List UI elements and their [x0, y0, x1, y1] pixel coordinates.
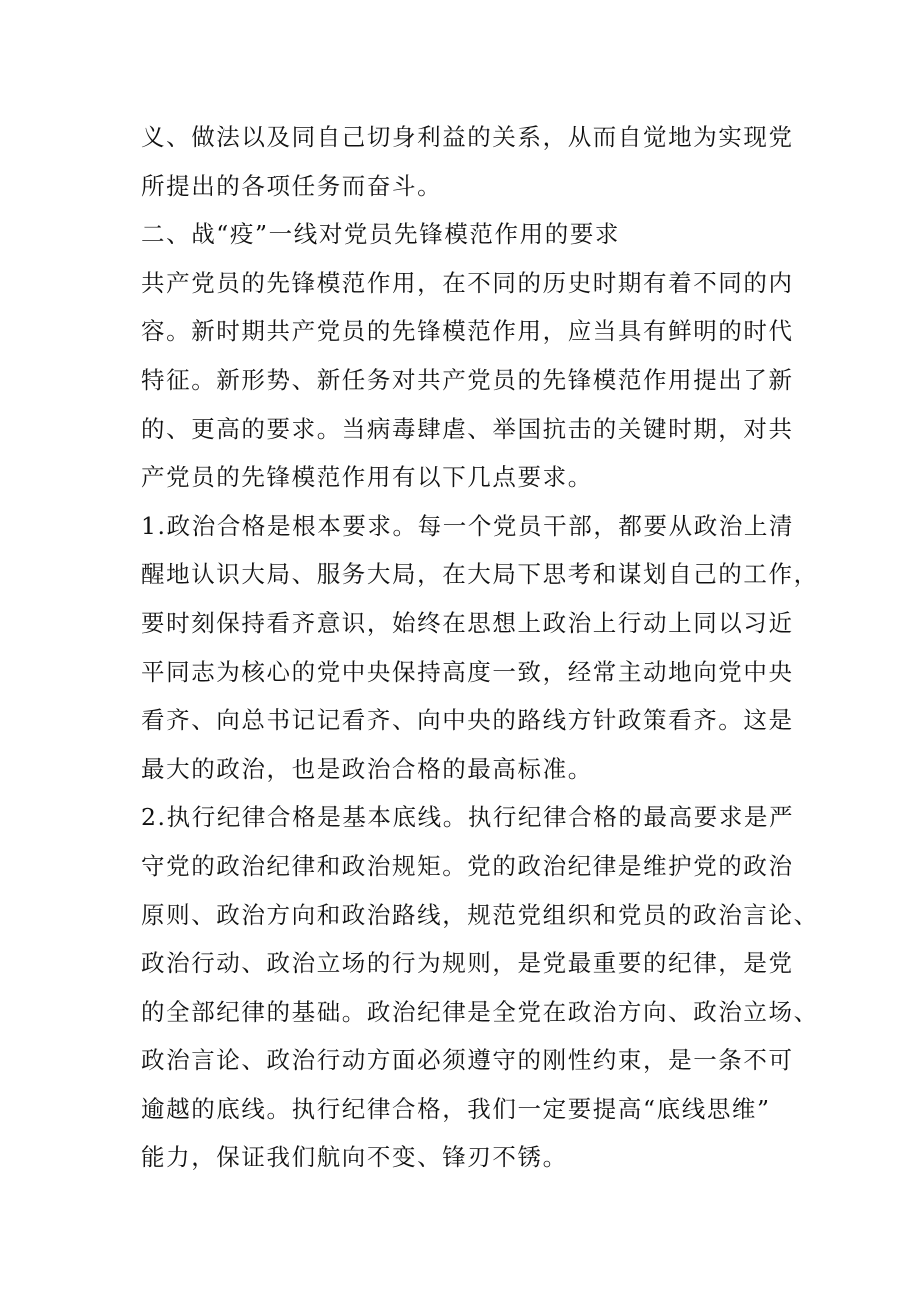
text-line: 醒地认识大局、服务大局，在大局下思考和谋划自己的工作， [141, 560, 819, 589]
text-line: 平同志为核心的党中央保持高度一致，经常主动地向党中央 [141, 657, 794, 686]
text-line: 1.政治合格是根本要求。每一个党员干部，都要从政治上清 [141, 511, 795, 540]
text-line: 特征。新形势、新任务对共产党员的先锋模范作用提出了新 [141, 365, 794, 394]
text-line: 守党的政治纪律和政治规矩。党的政治纪律是维护党的政治 [141, 851, 794, 880]
text-line: 所提出的各项任务而奋斗。 [141, 171, 443, 200]
text-line: 最大的政治，也是政治合格的最高标准。 [141, 754, 593, 783]
text-line: 2.执行纪律合格是基本底线。执行纪律合格的最高要求是严 [141, 803, 795, 832]
text-line: 看齐、向总书记记看齐、向中央的路线方针政策看齐。这是 [141, 706, 794, 735]
text-line: 原则、政治方向和政治路线，规范党组织和党员的政治言论、 [141, 900, 819, 929]
text-line: 的全部纪律的基础。政治纪律是全党在政治方向、政治立场、 [141, 997, 819, 1026]
text-line: 共产党员的先锋模范作用，在不同的历史时期有着不同的内 [141, 268, 794, 297]
section-heading: 二、战“疫”一线对党员先锋模范作用的要求 [141, 220, 621, 249]
text-line: 容。新时期共产党员的先锋模范作用，应当具有鲜明的时代 [141, 317, 794, 346]
text-line: 的、更高的要求。当病毒肆虐、举国抗击的关键时期，对共 [141, 414, 794, 443]
body-text [141, 113, 819, 1182]
text-line: 能力，保证我们航向不变、锋刃不锈。 [141, 1143, 568, 1172]
text-line: 义、做法以及同自己切身利益的关系，从而自觉地为实现党 [141, 123, 794, 151]
text-line: 政治言论、政治行动方面必须遵守的刚性约束，是一条不可 [141, 1046, 794, 1075]
text-line: 政治行动、政治立场的行为规则，是党最重要的纪律，是党 [141, 949, 794, 978]
text-line: 要时刻保持看齐意识，始终在思想上政治上行动上同以习近 [141, 608, 794, 637]
text-line: 逾越的底线。执行纪律合格，我们一定要提高“底线思维” [141, 1094, 771, 1123]
text-line: 产党员的先锋模范作用有以下几点要求。 [141, 463, 593, 492]
